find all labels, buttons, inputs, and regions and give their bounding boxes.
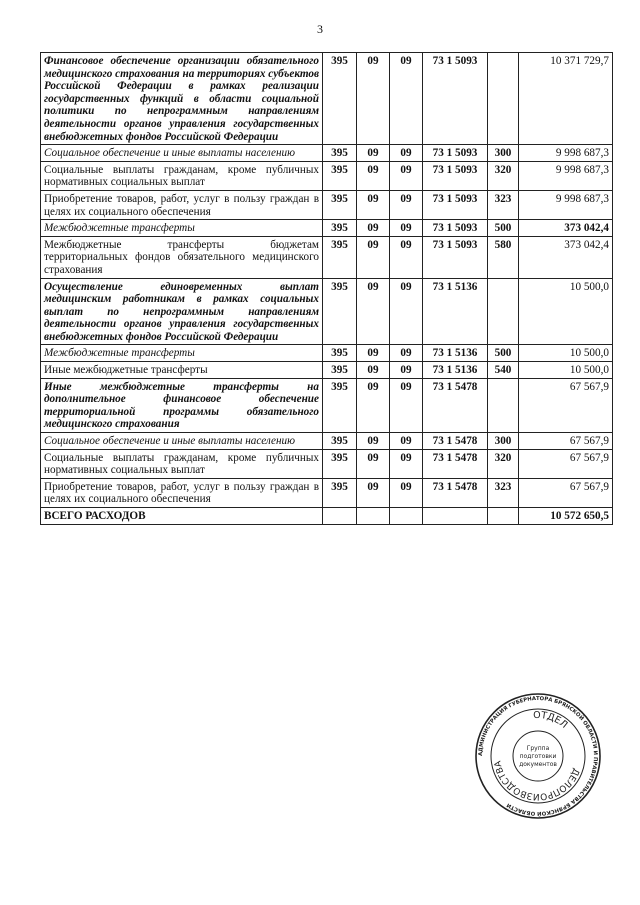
table-row <box>41 362 613 379</box>
row-vr: 500 <box>488 345 519 362</box>
row-name: Приобретение товаров, работ, услуг в пользу граждан в целях их социального обеспечения <box>41 190 323 219</box>
row-sum: 67 567,9 <box>519 378 613 432</box>
row-gr: 395 <box>323 345 357 362</box>
row-pr: 09 <box>390 449 423 478</box>
row-cs: 73 1 5478 <box>423 478 488 507</box>
row-vr: 323 <box>488 478 519 507</box>
row-cs: 73 1 5478 <box>423 449 488 478</box>
row-name: Осуществление единовременных выплат медицинским работникам в рамках социальных выплат по непрограммным направлениям деятельности органов управления государственных внебюджетных фондов Российской Федерации <box>41 278 323 345</box>
row-rz: 09 <box>357 145 390 162</box>
row-gr: 395 <box>323 378 357 432</box>
row-pr: 09 <box>390 53 423 145</box>
row-cs: 73 1 5136 <box>423 362 488 379</box>
row-cs: 73 1 5093 <box>423 145 488 162</box>
stamp-center-line: подготовки <box>519 753 557 760</box>
row-gr: 395 <box>323 220 357 237</box>
row-pr: 09 <box>390 236 423 278</box>
row-pr: 09 <box>390 278 423 345</box>
table-row <box>41 378 613 432</box>
total-label: ВСЕГО РАСХОДОВ <box>41 508 323 525</box>
row-sum: 373 042,4 <box>519 236 613 278</box>
total-sum: 10 572 650,5 <box>519 508 613 525</box>
row-gr: 395 <box>323 449 357 478</box>
row-sum: 9 998 687,3 <box>519 190 613 219</box>
table-row <box>41 478 613 507</box>
row-cs: 73 1 5093 <box>423 161 488 190</box>
table-row <box>41 145 613 162</box>
row-pr: 09 <box>390 145 423 162</box>
row-cs: 73 1 5093 <box>423 236 488 278</box>
row-rz: 09 <box>357 478 390 507</box>
budget-table <box>40 52 613 525</box>
row-vr: 320 <box>488 161 519 190</box>
row-rz: 09 <box>357 53 390 145</box>
row-name: Межбюджетные трансферты <box>41 220 323 237</box>
table-row <box>41 278 613 345</box>
row-name: Финансовое обеспечение организации обязательного медицинского страхования на территориях субъектов Российской Федерации в рамках реализации государственных функций в области социальной политики по непрограммным направлениям деятельности органов управления государственных внебюджетных фондов Российской Федерации <box>41 53 323 145</box>
row-cs: 73 1 5478 <box>423 378 488 432</box>
row-sum: 67 567,9 <box>519 478 613 507</box>
department-stamp <box>474 692 602 820</box>
row-cs: 73 1 5093 <box>423 190 488 219</box>
row-name: Иные межбюджетные трансферты на дополнительное финансовое обеспечение территориальной программы обязательного медицинского страхования <box>41 378 323 432</box>
total-row <box>41 508 613 525</box>
row-gr: 395 <box>323 161 357 190</box>
table-row <box>41 236 613 278</box>
row-sum: 10 500,0 <box>519 278 613 345</box>
row-rz: 09 <box>357 362 390 379</box>
row-rz: 09 <box>357 161 390 190</box>
row-name: Социальные выплаты гражданам, кроме публичных нормативных социальных выплат <box>41 161 323 190</box>
row-cs: 73 1 5136 <box>423 278 488 345</box>
row-sum: 10 500,0 <box>519 362 613 379</box>
row-gr: 395 <box>323 362 357 379</box>
row-cs: 73 1 5093 <box>423 220 488 237</box>
table-row <box>41 53 613 145</box>
table-row <box>41 190 613 219</box>
row-gr: 395 <box>323 190 357 219</box>
row-gr: 395 <box>323 278 357 345</box>
table-row <box>41 220 613 237</box>
row-vr: 580 <box>488 236 519 278</box>
row-rz: 09 <box>357 220 390 237</box>
row-vr <box>488 278 519 345</box>
row-name: Социальное обеспечение и иные выплаты населению <box>41 145 323 162</box>
table-row <box>41 345 613 362</box>
table-row <box>41 449 613 478</box>
table-row <box>41 161 613 190</box>
row-sum: 9 998 687,3 <box>519 161 613 190</box>
row-vr: 320 <box>488 449 519 478</box>
row-cs: 73 1 5136 <box>423 345 488 362</box>
row-rz: 09 <box>357 433 390 450</box>
row-pr: 09 <box>390 378 423 432</box>
row-pr: 09 <box>390 433 423 450</box>
row-vr: 300 <box>488 433 519 450</box>
row-name: Приобретение товаров, работ, услуг в пользу граждан в целях их социального обеспечения <box>41 478 323 507</box>
row-pr: 09 <box>390 478 423 507</box>
stamp-dept-bottom: ДЕЛОПРОИЗВОДСТВА <box>493 759 581 802</box>
row-pr: 09 <box>390 345 423 362</box>
row-rz: 09 <box>357 236 390 278</box>
stamp-outer-text: АДМИНИСТРАЦИЯ ГУБЕРНАТОРА БРЯНСКОЙ ОБЛАСТИ И ПРАВИТЕЛЬСТВА БРЯНСКОЙ ОБЛАСТИ <box>477 695 599 817</box>
row-sum: 373 042,4 <box>519 220 613 237</box>
row-rz: 09 <box>357 345 390 362</box>
row-sum: 10 500,0 <box>519 345 613 362</box>
stamp-center-line: документов <box>519 761 557 768</box>
row-gr: 395 <box>323 145 357 162</box>
row-gr: 395 <box>323 433 357 450</box>
table-row <box>41 433 613 450</box>
row-name: Межбюджетные трансферты <box>41 345 323 362</box>
row-vr <box>488 53 519 145</box>
row-cs: 73 1 5478 <box>423 433 488 450</box>
row-rz: 09 <box>357 190 390 219</box>
svg-text:ОТДЕЛ <box>533 710 569 731</box>
row-vr: 323 <box>488 190 519 219</box>
row-vr: 300 <box>488 145 519 162</box>
row-vr <box>488 378 519 432</box>
row-rz: 09 <box>357 378 390 432</box>
row-pr: 09 <box>390 190 423 219</box>
row-gr: 395 <box>323 53 357 145</box>
row-sum: 10 371 729,7 <box>519 53 613 145</box>
row-rz: 09 <box>357 278 390 345</box>
row-sum: 9 998 687,3 <box>519 145 613 162</box>
stamp-center-line: Группа <box>526 745 550 752</box>
row-name: Социальное обеспечение и иные выплаты населению <box>41 433 323 450</box>
row-pr: 09 <box>390 220 423 237</box>
row-name: Межбюджетные трансферты бюджетам территориальных фондов обязательного медицинского страхования <box>41 236 323 278</box>
row-pr: 09 <box>390 362 423 379</box>
row-name: Иные межбюджетные трансферты <box>41 362 323 379</box>
stamp-dept-top: ОТДЕЛ <box>533 709 570 731</box>
row-rz: 09 <box>357 449 390 478</box>
row-sum: 67 567,9 <box>519 449 613 478</box>
page-number: 3 <box>317 22 323 36</box>
row-vr: 500 <box>488 220 519 237</box>
row-name: Социальные выплаты гражданам, кроме публичных нормативных социальных выплат <box>41 449 323 478</box>
row-gr: 395 <box>323 236 357 278</box>
row-pr: 09 <box>390 161 423 190</box>
row-vr: 540 <box>488 362 519 379</box>
row-sum: 67 567,9 <box>519 433 613 450</box>
row-cs: 73 1 5093 <box>423 53 488 145</box>
row-gr: 395 <box>323 478 357 507</box>
